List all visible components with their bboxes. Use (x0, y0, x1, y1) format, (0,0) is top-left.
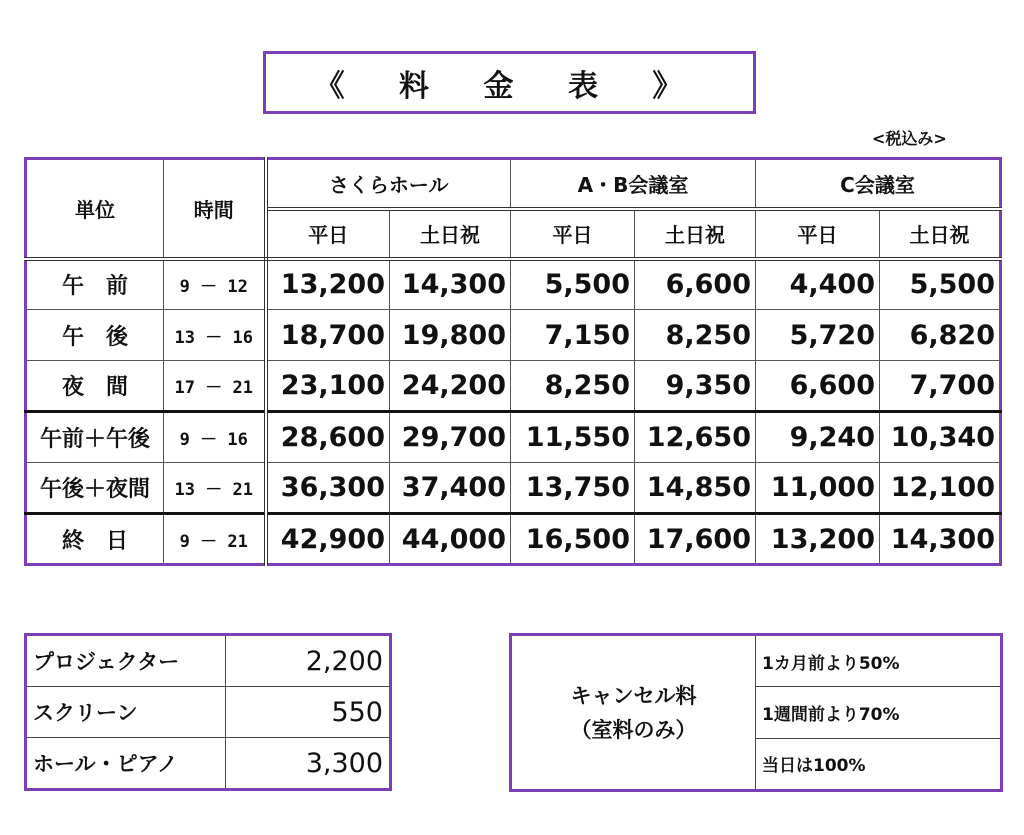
equipment-row (26, 738, 391, 790)
row-unit: 午 後 (26, 310, 164, 361)
row-unit: 午後＋夜間 (26, 463, 164, 514)
header-venue-c: C会議室 (756, 159, 1001, 209)
row-time: 9 － 16 (164, 412, 266, 463)
price-cell: 42,900 (266, 514, 390, 565)
price-row (26, 412, 1001, 463)
price-cell: 7,150 (511, 310, 635, 361)
price-cell: 16,500 (511, 514, 635, 565)
header-venue-ab: A・B会議室 (511, 159, 756, 209)
cancellation-rule: 当日は100% (762, 756, 866, 777)
row-time: 9 － 12 (164, 259, 266, 310)
price-cell: 12,650 (635, 412, 756, 463)
price-row (26, 361, 1001, 412)
header-day-type: 平日 (756, 209, 880, 259)
cancellation-label (512, 636, 756, 789)
price-cell: 11,000 (756, 463, 880, 514)
price-row (26, 259, 1001, 310)
price-cell: 9,350 (635, 361, 756, 412)
cancellation-box (509, 633, 1003, 792)
price-cell: 14,850 (635, 463, 756, 514)
price-cell: 14,300 (880, 514, 1001, 565)
price-row (26, 310, 1001, 361)
price-cell: 19,800 (390, 310, 511, 361)
row-time: 13 － 21 (164, 463, 266, 514)
equipment-price: 550 (226, 687, 391, 738)
price-cell: 23,100 (266, 361, 390, 412)
price-cell: 6,600 (756, 361, 880, 412)
row-unit: 終 日 (26, 514, 164, 565)
row-unit: 夜 間 (26, 361, 164, 412)
price-cell: 4,400 (756, 259, 880, 310)
cancellation-label-line1: キャンセル料 (570, 683, 697, 708)
header-day-type: 土日祝 (635, 209, 756, 259)
header-day-type: 土日祝 (390, 209, 511, 259)
price-cell: 6,600 (635, 259, 756, 310)
header-day-type: 平日 (266, 209, 390, 259)
equipment-row (26, 687, 391, 738)
equipment-price: 3,300 (226, 738, 391, 790)
price-cell: 7,700 (880, 361, 1001, 412)
price-cell: 37,400 (390, 463, 511, 514)
price-cell: 14,300 (390, 259, 511, 310)
header-venue-sakura: さくらホール (266, 159, 511, 209)
price-cell: 36,300 (266, 463, 390, 514)
row-time: 9 － 21 (164, 514, 266, 565)
header-time: 時間 (164, 159, 266, 259)
price-cell: 28,600 (266, 412, 390, 463)
price-cell: 13,200 (266, 259, 390, 310)
price-cell: 29,700 (390, 412, 511, 463)
price-cell: 13,750 (511, 463, 635, 514)
price-cell: 44,000 (390, 514, 511, 565)
price-cell: 5,500 (880, 259, 1001, 310)
equipment-name: プロジェクター (26, 635, 226, 687)
price-cell: 17,600 (635, 514, 756, 565)
page-title-text: 《 料 金 表 》 (314, 68, 705, 104)
price-cell: 11,550 (511, 412, 635, 463)
price-cell: 12,100 (880, 463, 1001, 514)
price-table (24, 157, 1002, 566)
price-cell: 5,720 (756, 310, 880, 361)
page-title (263, 51, 756, 114)
price-cell: 10,340 (880, 412, 1001, 463)
equipment-price: 2,200 (226, 635, 391, 687)
cancellation-label-line2: （室料のみ） (570, 717, 697, 742)
price-cell: 24,200 (390, 361, 511, 412)
price-cell: 8,250 (635, 310, 756, 361)
row-time: 13 － 16 (164, 310, 266, 361)
cancellation-rule: 1週間前より70% (756, 687, 1000, 738)
header-day-type: 平日 (511, 209, 635, 259)
row-time: 17 － 21 (164, 361, 266, 412)
equipment-name: ホール・ピアノ (26, 738, 226, 790)
cancellation-rule: 1カ月前より50% (756, 636, 1000, 687)
equipment-row (26, 635, 391, 687)
price-cell: 9,240 (756, 412, 880, 463)
tax-note: <税込み> (872, 129, 947, 148)
equipment-table (24, 633, 392, 791)
price-row (26, 463, 1001, 514)
price-cell: 8,250 (511, 361, 635, 412)
header-unit: 単位 (26, 159, 164, 259)
price-cell: 6,820 (880, 310, 1001, 361)
row-unit: 午前＋午後 (26, 412, 164, 463)
equipment-name: スクリーン (26, 687, 226, 738)
price-cell: 18,700 (266, 310, 390, 361)
header-day-type: 土日祝 (880, 209, 1001, 259)
cancellation-rules (756, 636, 1000, 789)
price-cell: 5,500 (511, 259, 635, 310)
price-cell: 13,200 (756, 514, 880, 565)
row-unit: 午 前 (26, 259, 164, 310)
price-row (26, 514, 1001, 565)
